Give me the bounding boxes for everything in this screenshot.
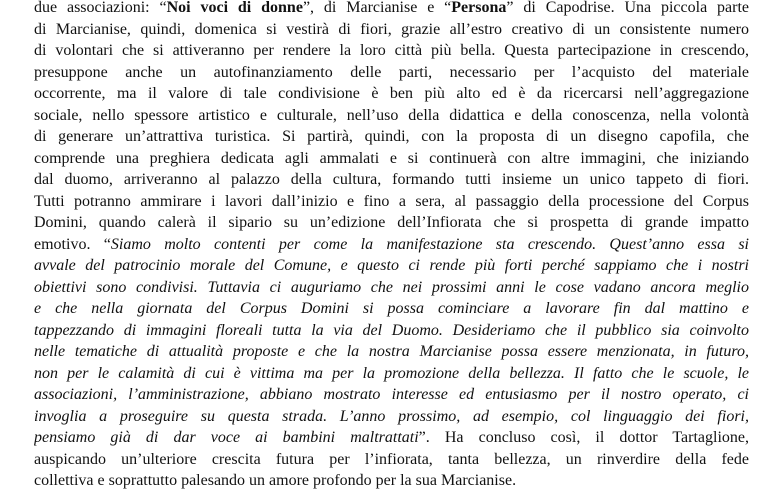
text-line (34, 148, 749, 170)
quoted-text: nelle tematiche di attualità proposte e che la nostra Marcianise possa essere menzionata, in futuro, (34, 343, 749, 360)
text-segment: occorrente, ma il valore di tale condivisione è ben più alto ed è da ricercarsi nell’aggregazione (34, 85, 749, 102)
text-line (34, 234, 749, 256)
text-line (34, 363, 749, 385)
quoted-text: pensiamo già di dar voce ai bambini maltrattati (34, 429, 419, 446)
text-line (34, 384, 749, 406)
text-segment: ”, di Marcianise e “ (302, 0, 452, 16)
bold-name: Noi voci di donne (166, 0, 303, 16)
text-line (34, 427, 749, 449)
quoted-text: non per le calamità di cui è vittima ma per la promozione della bellezza. Il fatto che le scuole, le (34, 364, 749, 382)
text-line (34, 212, 749, 234)
text-segment: comprende una preghiera dedicata agli ammalati e si continuerà con altre immagini, che iniziando (34, 149, 749, 167)
text-line (34, 298, 749, 320)
text-line (34, 406, 749, 428)
text-line (34, 83, 749, 105)
text-segment: due associazioni: “ (34, 0, 167, 16)
text-segment: auspicando un’ulteriore crescita futura per l’infiorata, tanta bellezza, un rinverdire della fede (34, 450, 749, 468)
text-line (34, 449, 749, 471)
text-segment: Domini, quando calerà il sipario su un’edizione dell’Infiorata che si prospetta di grande impatto (34, 214, 749, 231)
text-line (34, 320, 749, 342)
text-line (34, 470, 749, 492)
quoted-text: obiettivi sono condivisi. Tuttavia ci auguriamo che nei prossimi anni le cose vadano ancora meglio (34, 278, 749, 296)
text-segment: presuppone anche un autofinanziamento delle parti, necessario per l’acquisto del materiale (34, 63, 749, 81)
text-segment: ”. Ha concluso così, il dottor Tartaglione, (418, 429, 749, 446)
text-segment: di Marcianise, quindi, domenica si vestirà di fiori, grazie all’estro creativo di un consistente numero (34, 20, 749, 38)
text-line (34, 191, 749, 213)
text-segment: collettiva e soprattutto palesando un amore profondo per la sua Marcianise. (34, 472, 517, 489)
text-segment: di volontari che si attiveranno per rendere la loro città più bella. Questa partecipazione in crescendo, (34, 42, 749, 59)
bold-name: Persona (451, 0, 507, 16)
text-segment: ” di Capodrise. Una piccola parte (506, 0, 749, 16)
text-line (34, 341, 749, 363)
text-line (34, 105, 749, 127)
text-segment: dal duomo, arriveranno al palazzo della cultura, formando tutti insieme un unico tappeto di fiori. (34, 171, 749, 188)
text-line (34, 62, 749, 84)
text-segment: emotivo. “ (34, 235, 111, 253)
quoted-text: e che nella giornata del Corpus Domini si possa cominciare a lavorare fin dal mattino e (34, 300, 749, 317)
text-segment: Tutti potranno ammirare i lavori dall’inizio e fino a sera, al passaggio della processione del Corpus (34, 192, 749, 210)
text-line (34, 40, 749, 62)
quoted-text: Siamo molto contenti per come la manifestazione sta crescendo. Quest’anno essa si (110, 235, 749, 253)
text-line (34, 19, 749, 41)
quoted-text: tappezzando di immagini floreali tutta la via del Duomo. Desideriamo che il pubblico sia coinvolto (34, 321, 749, 339)
text-line (34, 255, 749, 277)
quoted-text: avvale del patrocinio morale del Comune, e questo ci rende più forti perché sappiamo che i nostri (34, 257, 749, 274)
text-line (34, 277, 749, 299)
quoted-text: invoglia a proseguire su questa strada. L’anno prossimo, ad esempio, col linguaggio dei fiori, (34, 407, 749, 425)
text-line (34, 126, 749, 148)
quoted-text: associazioni, l’amministrazione, abbiano mostrato interesse ed entusiasmo per il nostro operato, ci (34, 386, 749, 403)
text-line (34, 0, 749, 19)
text-line (34, 169, 749, 191)
text-segment: sociale, nello spessore artistico e culturale, nell’uso della didattica e della conoscenza, nella volontà (34, 106, 749, 124)
text-segment: di generare un’attrattiva turistica. Si partirà, quindi, con la proposta di un disegno capofila, che (34, 128, 749, 145)
